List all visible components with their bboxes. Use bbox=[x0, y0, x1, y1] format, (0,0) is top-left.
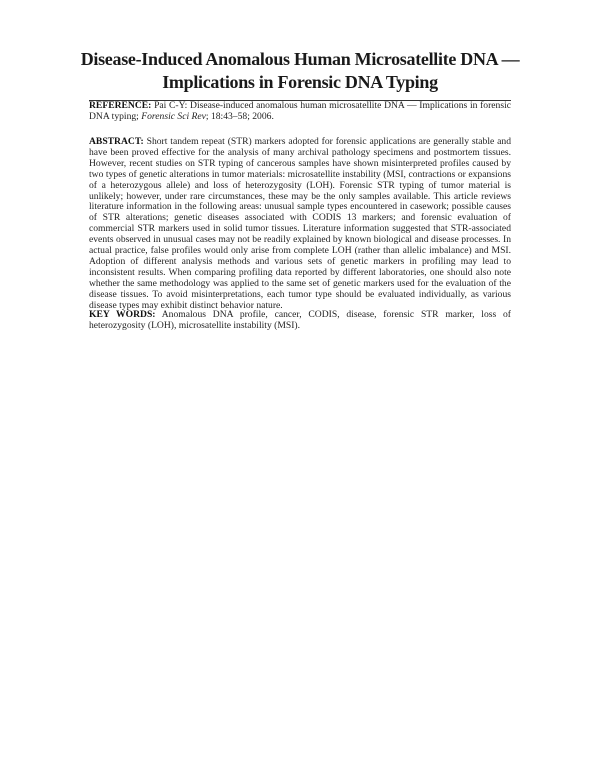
reference-label: REFERENCE: bbox=[89, 100, 152, 111]
abstract-paragraph bbox=[89, 137, 511, 312]
reference-text: Pai C-Y: Disease-induced anomalous human microsatellite DNA — Implications in forensic DNA typing; bbox=[89, 100, 511, 122]
keywords-label: KEY WORDS: bbox=[89, 309, 156, 320]
reference-journal: Forensic Sci Rev bbox=[141, 110, 206, 122]
abstract-label: ABSTRACT: bbox=[89, 136, 144, 147]
keywords-paragraph bbox=[89, 310, 511, 332]
abstract-text: Short tandem repeat (STR) markers adopted for forensic applications are generally stable and have been proved effective for the analysis of many archival pathology specimens and postmortem tissues. However, recent studies on STR typing of cancerous samples have shown misinterpreted profiles caused by two types of genetic alterations in tumor materials: microsatellite instability (MSI, contractions or expansions of a heterozygous allele) and loss of heterozygosity (LOH). Forensic STR typing of tumor material is unlikely; however, under rare circumstances, these may be the only samples available. This article reviews literature information in the following areas: unusual sample types encountered in casework; possible causes of STR alterations; genetic diseases associated with CODIS 13 markers; and forensic evaluation of commercial STR markers used in solid tumor tissues. Literature information suggested that STR-associated events observed in unusual cases may not be readily explained by known biological and disease processes. In actual practice, false profiles would only arise from complete LOH (rather than allelic imbalance) and MSI. Adoption of different analysis methods and various sets of genetic markers in profiling may lead to inconsistent results. When comparing profiling data reported by different laboratories, one should also note whether the same methodology was applied to the same set of genetic markers used for the evaluation of the disease tissues. To avoid misinterpretations, each tumor type should be evaluated individually, as various disease types may exhibit distinct behavior nature. bbox=[89, 136, 511, 311]
reference-citation: ; 18:43–58; 2006. bbox=[205, 110, 274, 122]
reference-paragraph bbox=[89, 101, 511, 123]
paper-title-line-1: Disease-Induced Anomalous Human Microsatellite DNA — bbox=[80, 49, 520, 69]
paper-title bbox=[60, 48, 540, 94]
keywords-text: Anomalous DNA profile, cancer, CODIS, disease, forensic STR marker, loss of heterozygosity (LOH), microsatellite instability (MSI). bbox=[89, 309, 512, 331]
paper-title-line-2: Implications in Forensic DNA Typing bbox=[162, 72, 438, 92]
